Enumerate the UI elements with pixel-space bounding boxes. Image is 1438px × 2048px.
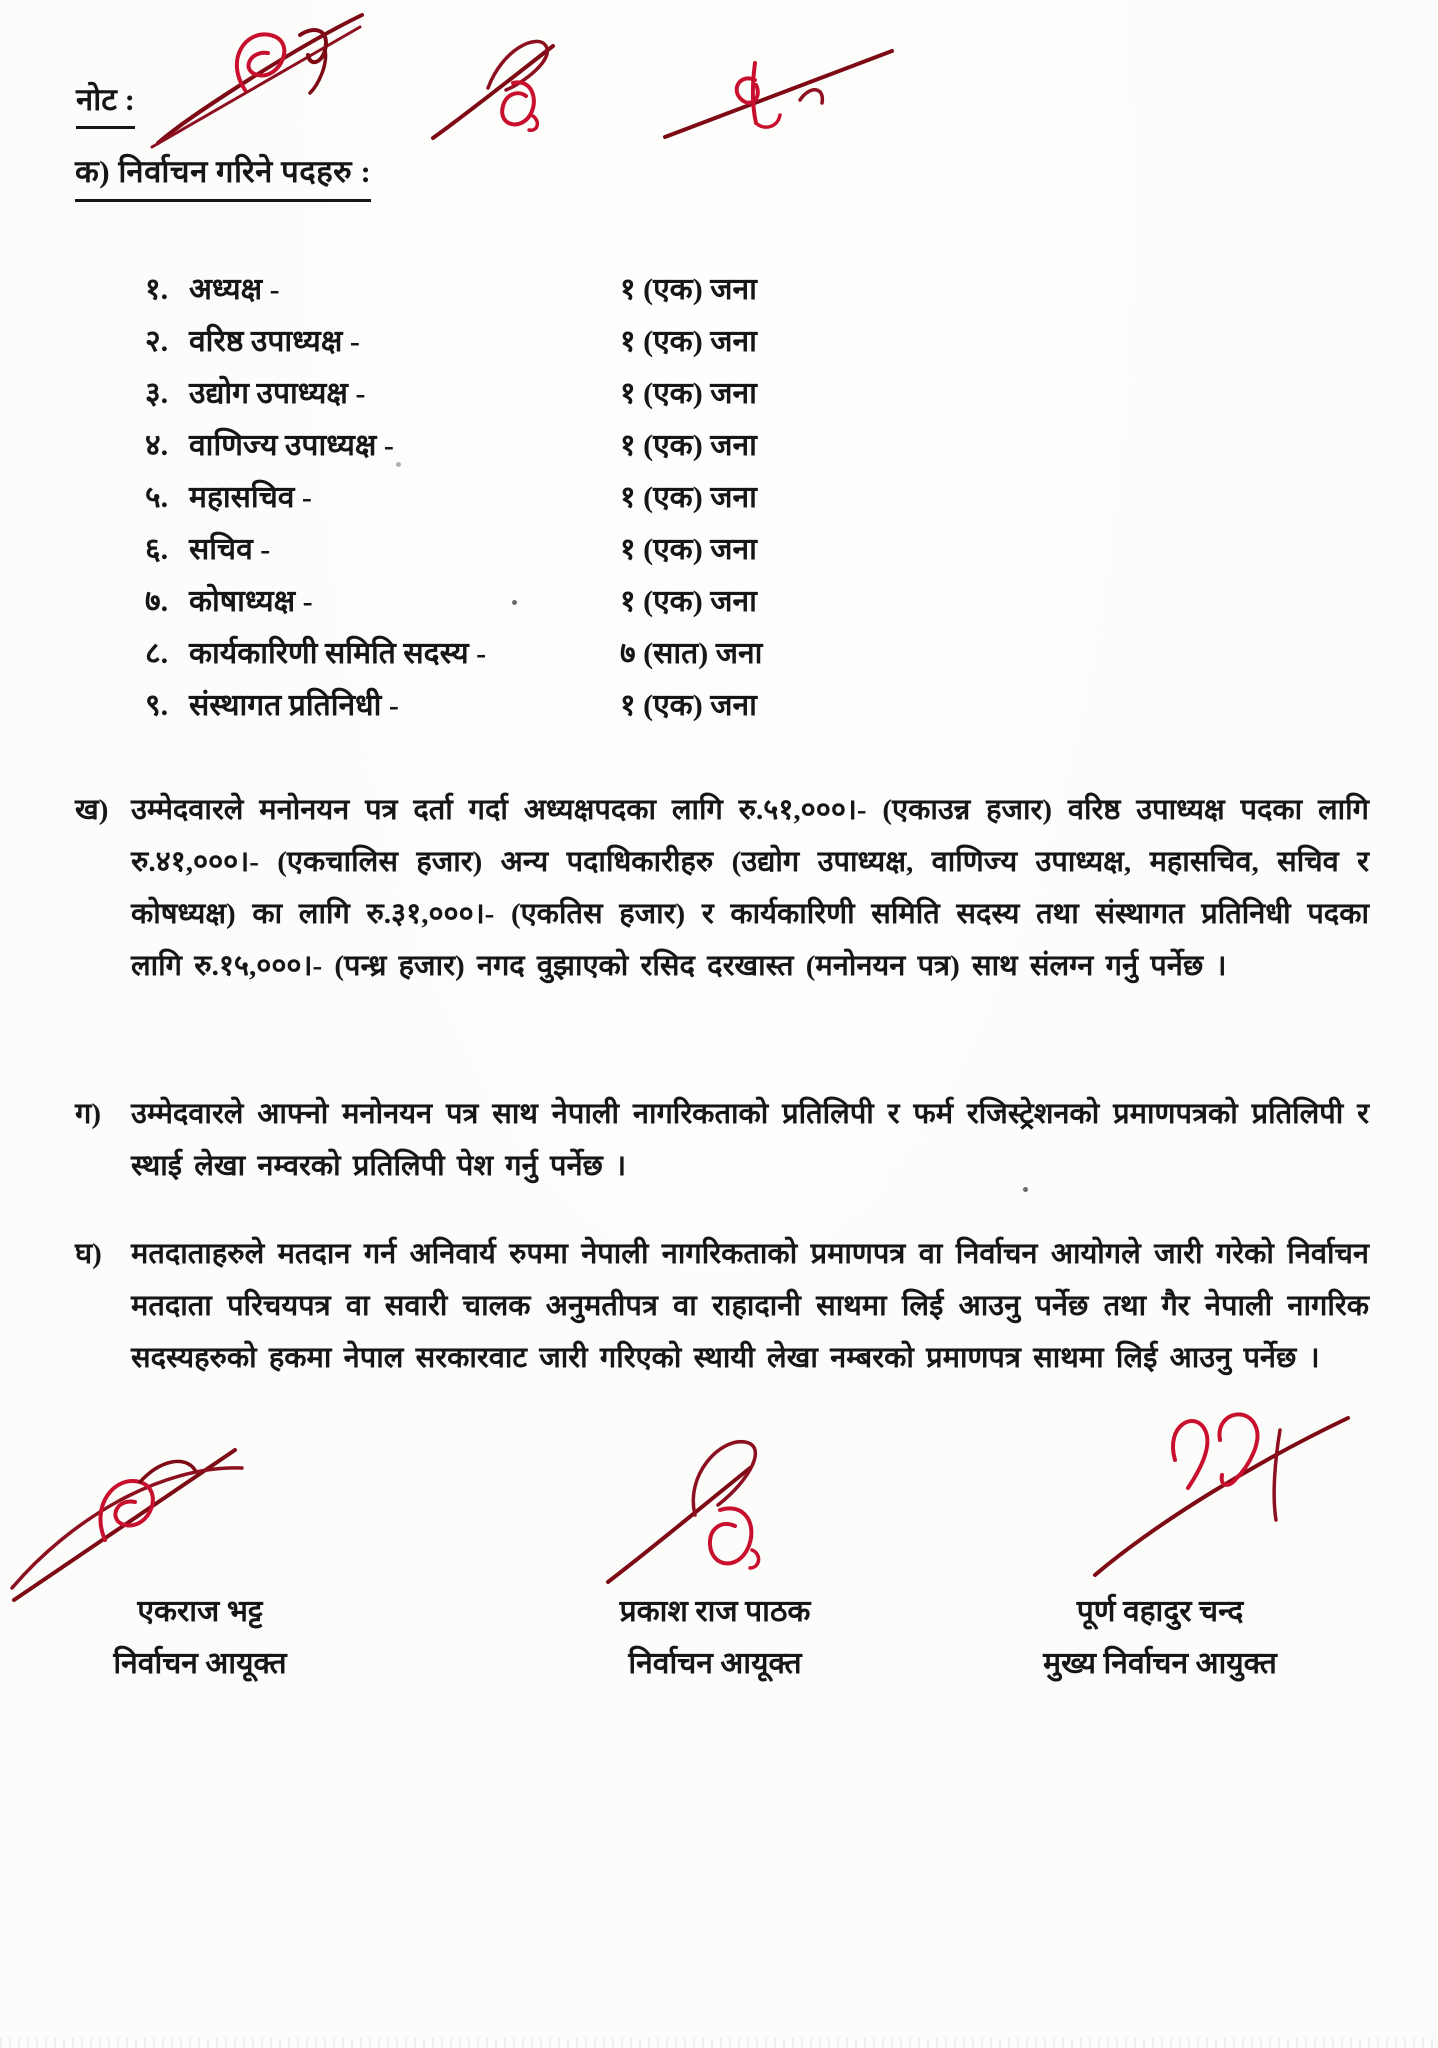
position-number: ८.	[145, 637, 169, 670]
position-title: संस्थागत प्रतिनिधी -	[189, 689, 399, 722]
position-list-item	[145, 528, 905, 580]
position-title: अध्यक्ष -	[189, 273, 280, 306]
signatory-name: प्रकाश राज पाठक	[619, 1595, 811, 1628]
section-b-paragraph	[75, 784, 1369, 992]
signature-top-right	[660, 45, 900, 140]
position-count: १ (एक) जना	[620, 273, 757, 306]
position-count: ७ (सात) जना	[620, 637, 763, 670]
position-count: १ (एक) जना	[620, 481, 757, 514]
section-c-paragraph	[75, 1088, 1369, 1192]
signature-bottom-right	[1080, 1400, 1360, 1580]
position-list-item	[145, 580, 905, 632]
position-list-item	[145, 476, 905, 528]
section-c-label: ग)	[75, 1098, 101, 1130]
section-d-text: मतदाताहरुले मतदान गर्न अनिवार्य रुपमा नेपाली नागरिकताको प्रमाणपत्र वा निर्वाचन आयोगले जारी गरेको निर्वाचन मतदाता परिचयपत्र वा सवारी चालक अनुमतीपत्र वा राहादानी साथमा लिई आउनु पर्नेछ तथा गैर नेपाली नागरिक सदस्यहरुको हकमा नेपाल सरकारवाट जारी गरिएको स्थायी लेखा नम्बरको प्रमाणपत्र साथमा लिई आउनु पर्नेछ ।	[131, 1238, 1369, 1374]
position-list-item	[145, 268, 905, 320]
position-list-item	[145, 320, 905, 372]
position-title: सचिव -	[189, 533, 271, 566]
position-title: वरिष्ठ उपाध्यक्ष -	[189, 325, 360, 358]
signature-top-middle	[428, 28, 578, 143]
position-list-item	[145, 632, 905, 684]
position-list-item	[145, 424, 905, 476]
signatory-title: निर्वाचन आयूक्त	[113, 1647, 287, 1680]
signatory-name: एकराज भट्ट	[137, 1595, 263, 1628]
section-b-text: उम्मेदवारले मनोनयन पत्र दर्ता गर्दा अध्यक्षपदका लागि रु.५१,०००।- (एकाउन्न हजार) वरिष्ठ उपाध्यक्ष पदका लागि रु.४१,०००।- (एकचालिस हजार) अन्य पदाधिकारीहरु (उद्योग उपाध्यक्ष, वाणिज्य उपाध्यक्ष, महासचिव, सचिव र कोषध्यक्ष) का लागि रु.३१,०००।- (एकतिस हजार) र कार्यकारिणी समिति सदस्य तथा संस्थागत प्रतिनिधी पदका लागि रु.१५,०००।- (पन्ध्र हजार) नगद वुझाएको रसिद दरखास्त (मनोनयन पत्र) साथ संलग्न गर्नु पर्नेछ ।	[131, 794, 1369, 982]
signatory-title: मुख्य निर्वाचन आयुक्त	[1043, 1647, 1277, 1680]
signatory-name: पूर्ण वहादुर चन्द	[1076, 1595, 1244, 1628]
scan-edge-noise	[0, 2038, 1438, 2048]
scan-speck	[396, 462, 401, 467]
section-d-paragraph	[75, 1228, 1369, 1384]
section-b-label: ख)	[75, 794, 109, 826]
note-label: नोट :	[76, 78, 135, 129]
position-number: ३.	[145, 377, 169, 410]
position-number: ६.	[145, 533, 169, 566]
signatory-block	[590, 1586, 840, 1690]
position-number: १.	[145, 273, 169, 306]
position-title: उद्योग उपाध्यक्ष -	[189, 377, 366, 410]
section-d-label: घ)	[75, 1238, 102, 1270]
position-number: २.	[145, 325, 169, 358]
position-count: १ (एक) जना	[620, 585, 757, 618]
signatory-block	[1030, 1586, 1290, 1690]
position-number: ४.	[145, 429, 169, 462]
signature-top-left	[150, 5, 370, 150]
signature-bottom-left	[10, 1420, 250, 1605]
position-title: महासचिव -	[189, 481, 312, 514]
position-number: ९.	[145, 689, 169, 722]
scan-speck	[1023, 1187, 1028, 1192]
position-count: १ (एक) जना	[620, 325, 757, 358]
signatory-title: निर्वाचन आयूक्त	[628, 1647, 802, 1680]
signatory-block	[70, 1586, 330, 1690]
position-title: वाणिज्य उपाध्यक्ष -	[189, 429, 394, 462]
section-c-text: उम्मेदवारले आफ्नो मनोनयन पत्र साथ नेपाली नागरिकताको प्रतिलिपी र फर्म रजिस्ट्रेशनको प्रमाणपत्रको प्रतिलिपी र स्थाई लेखा नम्वरको प्रतिलिपी पेश गर्नु पर्नेछ ।	[131, 1098, 1369, 1182]
position-number: ५.	[145, 481, 169, 514]
position-count: १ (एक) जना	[620, 689, 757, 722]
positions-list	[145, 268, 905, 736]
position-list-item	[145, 372, 905, 424]
position-list-item	[145, 684, 905, 736]
position-title: कार्यकारिणी समिति सदस्य -	[189, 637, 487, 670]
position-number: ७.	[145, 585, 169, 618]
section-a-heading: क) निर्वाचन गरिने पदहरु :	[75, 150, 371, 202]
position-count: १ (एक) जना	[620, 429, 757, 462]
position-count: १ (एक) जना	[620, 377, 757, 410]
signature-bottom-middle	[600, 1420, 800, 1590]
position-title: कोषाध्यक्ष -	[189, 585, 313, 618]
scan-speck	[512, 600, 517, 605]
position-count: १ (एक) जना	[620, 533, 757, 566]
